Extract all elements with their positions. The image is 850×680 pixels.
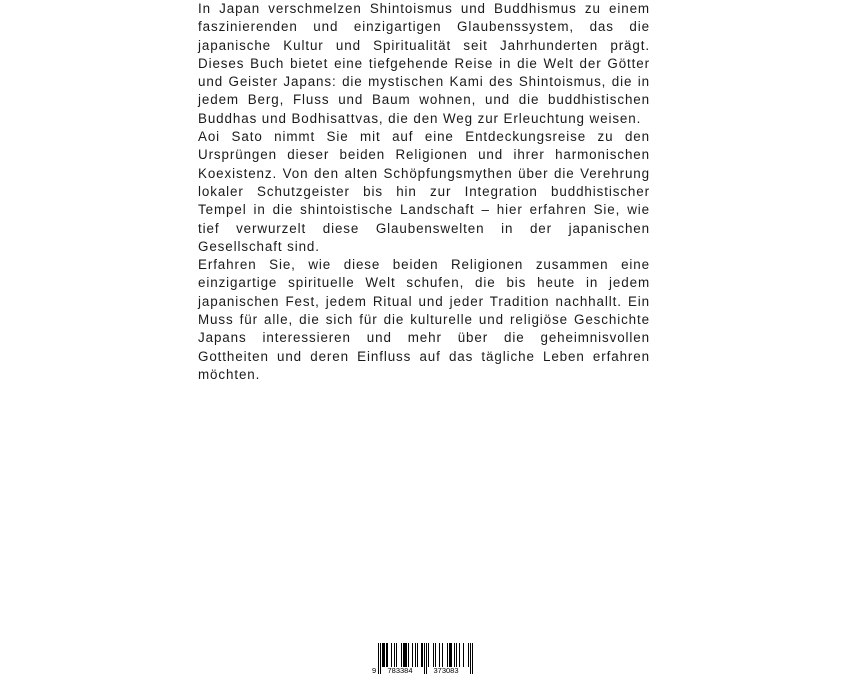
barcode-bar <box>406 643 407 667</box>
barcode-bar <box>387 643 388 667</box>
barcode-bar <box>383 643 384 667</box>
blurb-paragraph: Aoi Sato nimmt Sie mit auf eine Entdeckungsreise zu den Ursprüngen dieser beiden Religionen und ihrer harmonischen Koexistenz. Von den alten Schöpfungsmythen über die Verehrung lokaler Schutzgeister bis hin zur Integration buddhistischer Tempel in die shintoistische Landschaft – hier erfahren Sie, wie tief verwurzelt diese Glaubenswelten in der japanischen Gesellschaft sind. <box>198 129 650 254</box>
barcode-bar <box>463 643 464 667</box>
barcode-bar <box>401 643 402 667</box>
blurb-paragraph: In Japan verschmelzen Shintoismus und Buddhismus zu einem faszinierenden und einzigartigen Glaubenssystem, das die japanische Kultur und Spiritualität seit Jahrhunderten prägt. Dieses Buch bietet eine tiefgehende Reise in die Welt der Götter und Geister Japans: die mystischen Kami des Shintoismus, die in jedem Berg, Fluss und Baum wohnen, und die buddhistischen Buddhas und Bodhisattvas, die den Weg zur Erleuchtung weisen. <box>198 1 650 126</box>
barcode-graphic <box>370 642 474 676</box>
barcode-bar <box>394 643 395 667</box>
barcode-bar <box>428 643 429 667</box>
barcode-bar <box>404 643 405 667</box>
barcode-bar <box>468 643 469 667</box>
barcode-bar <box>403 643 404 667</box>
back-cover-blurb <box>198 0 650 384</box>
barcode-bar <box>470 643 471 674</box>
barcode-bar <box>439 643 440 667</box>
barcode-bar <box>447 643 448 667</box>
barcode-bar <box>442 643 443 667</box>
barcode-bar <box>435 643 436 667</box>
barcode-bar <box>417 643 418 667</box>
barcode-bar <box>459 643 460 667</box>
barcode-bar <box>415 643 416 667</box>
isbn-barcode <box>370 642 474 676</box>
barcode-bar <box>451 643 452 667</box>
barcode-bar <box>391 643 392 667</box>
barcode-bar <box>450 643 451 667</box>
barcode-bar <box>405 643 406 667</box>
barcode-bar <box>386 643 387 667</box>
barcode-bar <box>384 643 385 667</box>
barcode-bar <box>433 643 434 667</box>
barcode-bar <box>382 643 383 667</box>
barcode-bar <box>426 643 427 674</box>
barcode-bar <box>449 643 450 667</box>
barcode-bar <box>422 643 423 667</box>
barcode-bar <box>456 643 457 667</box>
barcode-lead-digit: 9 <box>372 666 377 675</box>
barcode-bar <box>472 643 473 674</box>
barcode-bar <box>424 643 425 674</box>
barcode-bar <box>380 643 381 674</box>
barcode-bar <box>378 643 379 674</box>
barcode-right-digits: 373083 <box>433 666 459 675</box>
barcode-bar <box>454 643 455 667</box>
barcode-bar <box>396 643 397 667</box>
barcode-bar <box>412 643 413 667</box>
blurb-paragraph: Erfahren Sie, wie diese beiden Religionen zusammen eine einzigartige spirituelle Welt schufen, die bis heute in jedem japanischen Fest, jedem Ritual und jeder Tradition nachhallt. Ein Muss für alle, die sich für die kulturelle und religiöse Geschichte Japans interessieren und mehr über die geheimnisvollen Gottheiten und deren Einfluss auf das tägliche Leben erfahren möchten. <box>198 257 650 382</box>
barcode-bar <box>421 643 422 667</box>
barcode-bar <box>408 643 409 667</box>
barcode-left-digits: 783384 <box>387 666 413 675</box>
